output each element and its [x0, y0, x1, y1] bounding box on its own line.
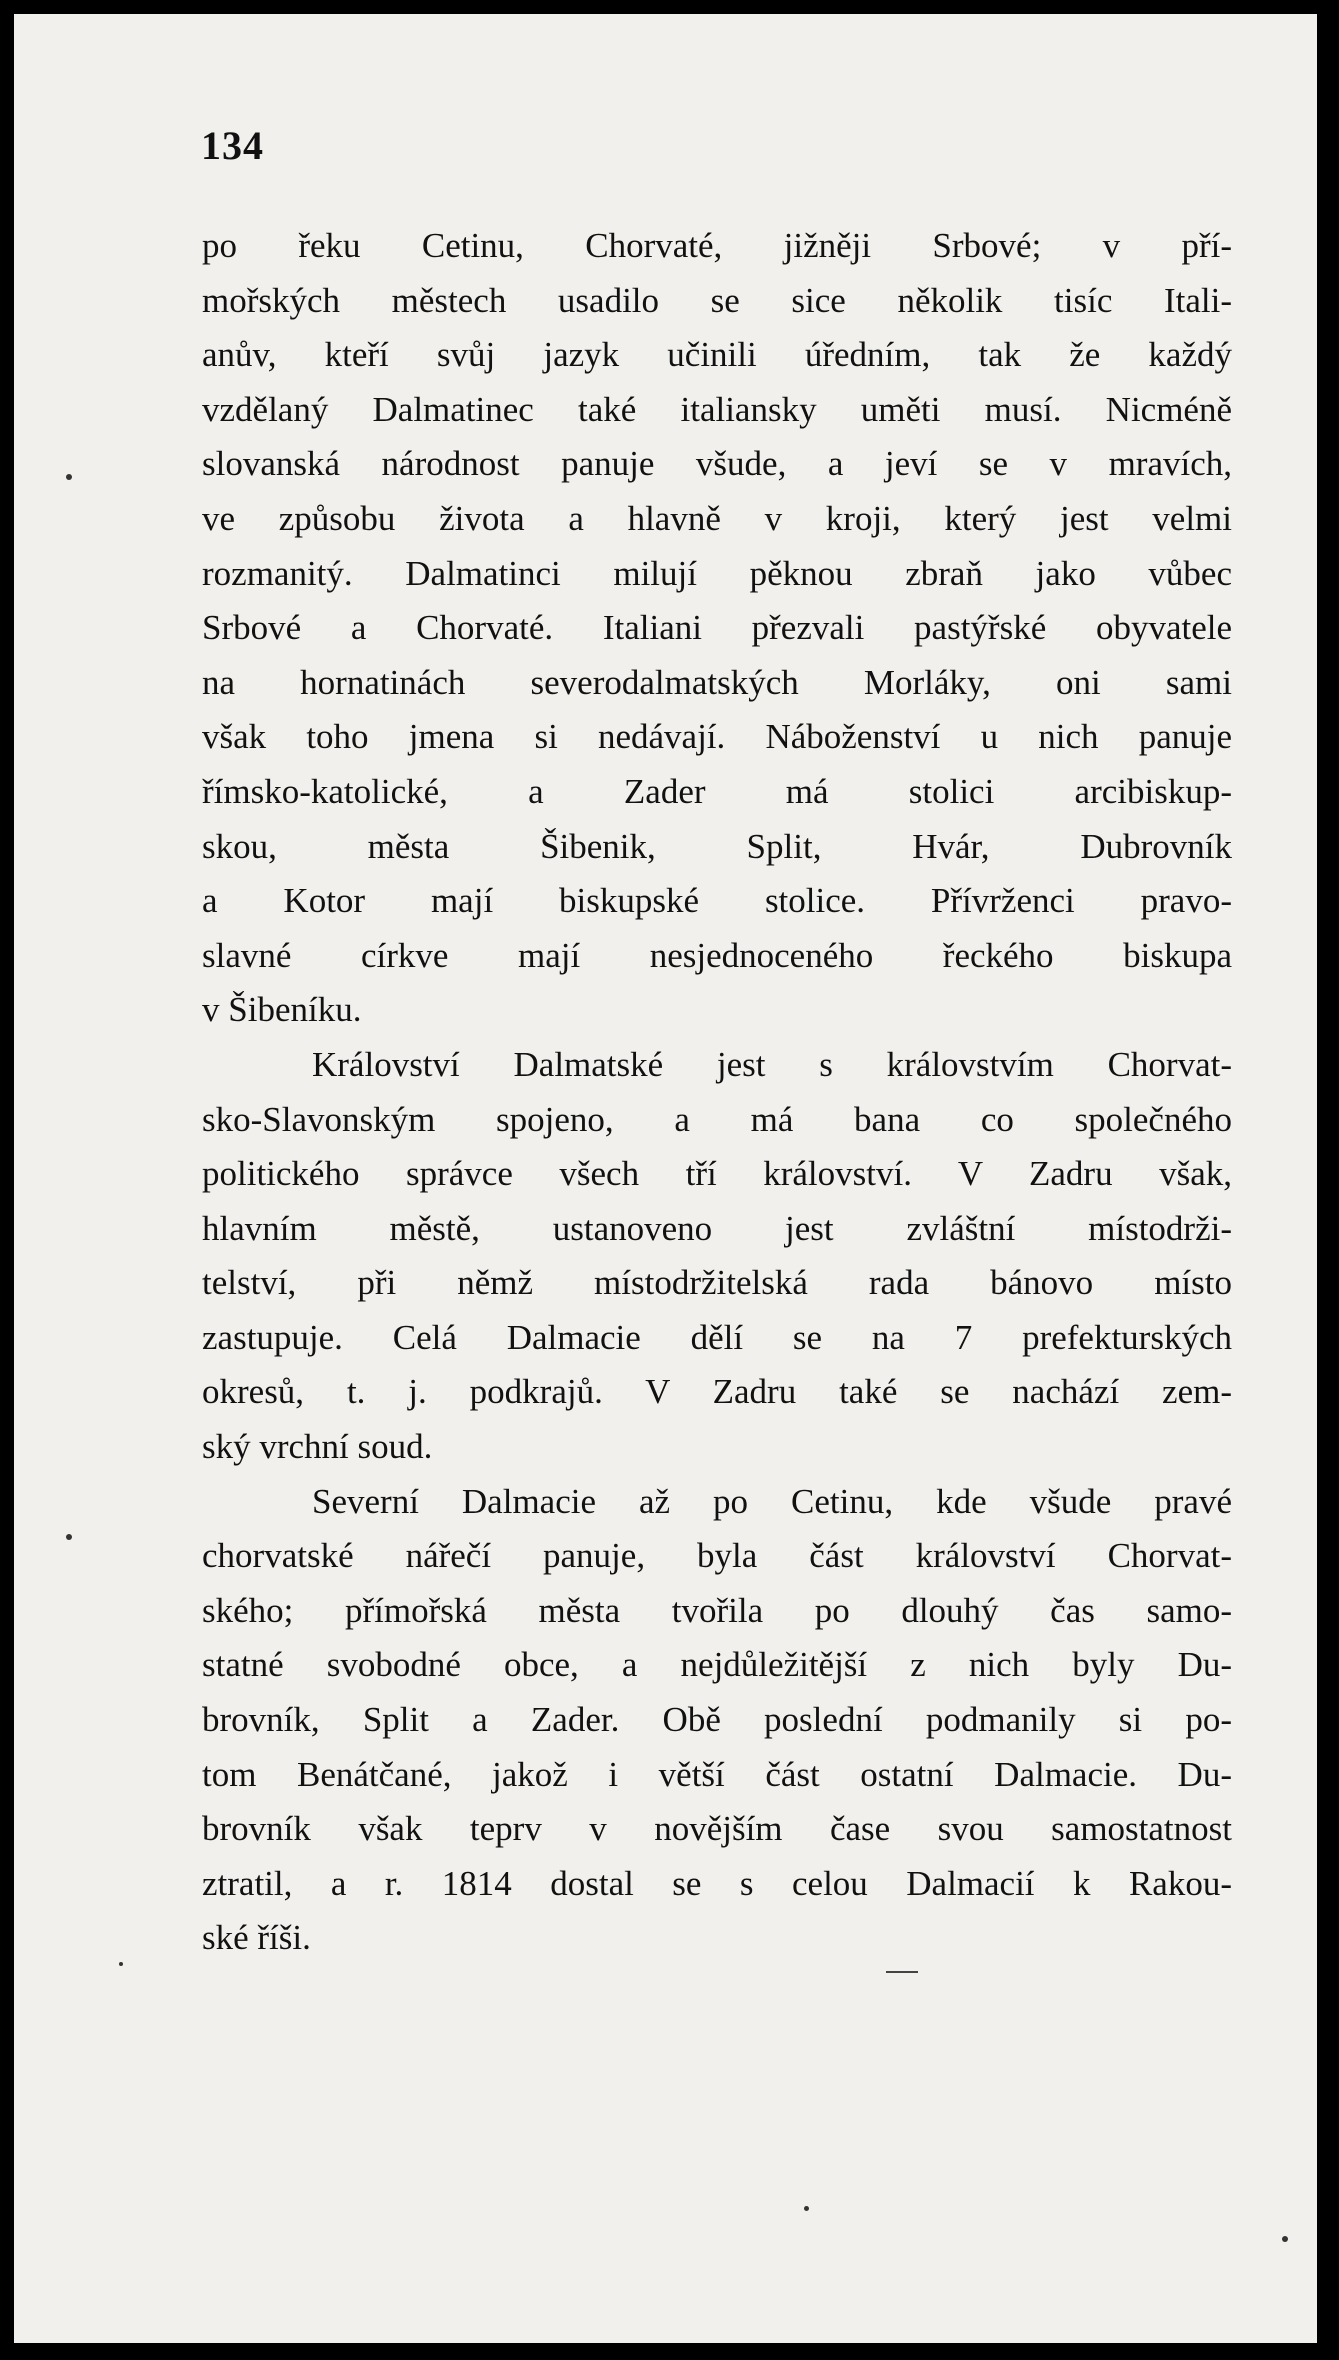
text-line: okresů, t. j. podkrajů. V Zadru také se nachází zem-: [202, 1372, 1232, 1412]
end-mark: [886, 1971, 918, 1973]
text-line: rozmanitý. Dalmatinci milují pěknou zbraň jako vůbec: [202, 553, 1232, 593]
text-line: římsko-katolické, a Zader má stolici arcibiskup-: [202, 771, 1232, 811]
text-line: brovník, Split a Zader. Obě poslední podmanily si po-: [202, 1700, 1232, 1740]
text-line: v Šibeníku.: [202, 990, 362, 1030]
book-page: [14, 14, 1317, 2343]
text-line: anův, kteří svůj jazyk učinili úředním, tak že každý: [202, 335, 1232, 375]
text-line: slavné církve mají nesjednoceného řeckého biskupa: [202, 935, 1232, 975]
text-line: vzdělaný Dalmatinec také italiansky uměti musí. Nicméně: [202, 389, 1232, 429]
text-line: ského; přímořská města tvořila po dlouhý čas samo-: [202, 1590, 1232, 1630]
scan-speck: [66, 474, 72, 480]
text-line: hlavním městě, ustanoveno jest zvláštní místodrži-: [202, 1208, 1232, 1248]
body-text: [202, 219, 1232, 1966]
text-line: a Kotor mají biskupské stolice. Přívrženci pravo-: [202, 881, 1232, 921]
text-line: Království Dalmatské jest s královstvím Chorvat-: [312, 1044, 1232, 1084]
scan-speck: [66, 1534, 72, 1540]
scan-speck: [804, 2206, 809, 2211]
page-number: 134: [201, 123, 264, 168]
text-line: statné svobodné obce, a nejdůležitější z nich byly Du-: [202, 1645, 1232, 1685]
text-line: ztratil, a r. 1814 dostal se s celou Dalmacií k Rakou-: [202, 1863, 1232, 1903]
scan-speck: [119, 1962, 123, 1966]
text-line: telství, při němž místodržitelská rada bánovo místo: [202, 1263, 1232, 1303]
scan-speck: [1282, 2236, 1288, 2242]
text-line: Severní Dalmacie až po Cetinu, kde všude pravé: [312, 1481, 1232, 1521]
text-line: brovník však teprv v novějším čase svou samostatnost: [202, 1809, 1232, 1849]
text-line: slovanská národnost panuje všude, a jeví se v mravích,: [202, 444, 1232, 484]
text-line: na hornatinách severodalmatských Morláky, oni sami: [202, 662, 1232, 702]
text-line: politického správce všech tří království. V Zadru však,: [202, 1154, 1232, 1194]
text-line: ve způsobu života a hlavně v kroji, který jest velmi: [202, 498, 1232, 538]
text-line: skou, města Šibenik, Split, Hvár, Dubrovník: [202, 826, 1232, 866]
text-line: však toho jmena si nedávají. Náboženství u nich panuje: [202, 717, 1232, 757]
text-line: ské říši.: [202, 1918, 311, 1958]
text-line: zastupuje. Celá Dalmacie dělí se na 7 prefekturských: [202, 1317, 1232, 1357]
text-line: ský vrchní soud.: [202, 1427, 433, 1467]
text-line: po řeku Cetinu, Chorvaté, jižněji Srbové; v pří-: [202, 226, 1232, 265]
text-line: mořských městech usadilo se sice několik tisíc Itali-: [202, 280, 1232, 320]
text-line: tom Benátčané, jakož i větší část ostatní Dalmacie. Du-: [202, 1754, 1232, 1794]
text-line: Srbové a Chorvaté. Italiani přezvali pastýřské obyvatele: [202, 608, 1232, 648]
text-line: sko-Slavonským spojeno, a má bana co společného: [202, 1099, 1232, 1139]
text-line: chorvatské nářečí panuje, byla část království Chorvat-: [202, 1536, 1232, 1576]
